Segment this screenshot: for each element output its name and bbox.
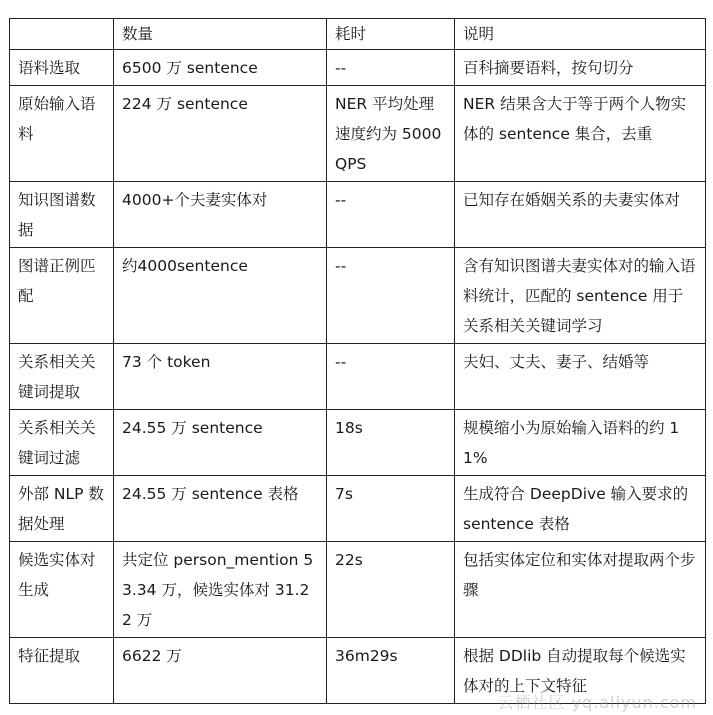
table-row	[10, 86, 706, 182]
row-time: 18s	[327, 410, 455, 476]
header-cell-description: 说明	[455, 19, 706, 50]
row-quantity: 共定位 person_mention 53.34 万，候选实体对 31.22 万	[114, 542, 327, 638]
row-description: 夫妇、丈夫、妻子、结婚等	[455, 344, 706, 410]
row-description: 百科摘要语料，按句切分	[455, 50, 706, 86]
watermark: 云栖社区 yq.aliyun.com	[497, 693, 697, 712]
row-time: 22s	[327, 542, 455, 638]
row-description: 生成符合 DeepDive 输入要求的 sentence 表格	[455, 476, 706, 542]
table-row	[10, 542, 706, 638]
row-stage: 语料选取	[10, 50, 114, 86]
table-row	[10, 476, 706, 542]
row-quantity: 73 个 token	[114, 344, 327, 410]
header-cell-time: 耗时	[327, 19, 455, 50]
row-time: --	[327, 248, 455, 344]
table-row	[10, 50, 706, 86]
table-header-row	[10, 19, 706, 50]
row-quantity: 4000+个夫妻实体对	[114, 182, 327, 248]
row-description: 规模缩小为原始输入语料的约 11%	[455, 410, 706, 476]
row-quantity: 24.55 万 sentence	[114, 410, 327, 476]
row-quantity: 224 万 sentence	[114, 86, 327, 182]
row-stage: 外部 NLP 数据处理	[10, 476, 114, 542]
row-description: 包括实体定位和实体对提取两个步骤	[455, 542, 706, 638]
row-description: 已知存在婚姻关系的夫妻实体对	[455, 182, 706, 248]
row-time: --	[327, 50, 455, 86]
row-stage: 原始输入语料	[10, 86, 114, 182]
header-cell-blank	[10, 19, 114, 50]
pipeline-stats-table	[9, 18, 706, 704]
row-stage: 关系相关关键词过滤	[10, 410, 114, 476]
row-description: NER 结果含大于等于两个人物实体的 sentence 集合，去重	[455, 86, 706, 182]
row-quantity: 约4000sentence	[114, 248, 327, 344]
row-time: NER 平均处理速度约为 5000QPS	[327, 86, 455, 182]
table-row	[10, 248, 706, 344]
table-row	[10, 182, 706, 248]
row-time: 7s	[327, 476, 455, 542]
row-quantity: 6622 万	[114, 638, 327, 704]
row-stage: 图谱正例匹配	[10, 248, 114, 344]
row-description: 含有知识图谱夫妻实体对的输入语料统计，匹配的 sentence 用于关系相关关键词学习	[455, 248, 706, 344]
row-description: 根据 DDlib 自动提取每个候选实体对的上下文特征	[455, 638, 706, 704]
row-quantity: 24.55 万 sentence 表格	[114, 476, 327, 542]
row-time: 36m29s	[327, 638, 455, 704]
row-time: --	[327, 344, 455, 410]
table-row	[10, 344, 706, 410]
row-stage: 候选实体对生成	[10, 542, 114, 638]
header-cell-quantity: 数量	[114, 19, 327, 50]
row-quantity: 6500 万 sentence	[114, 50, 327, 86]
row-stage: 知识图谱数据	[10, 182, 114, 248]
table-row	[10, 410, 706, 476]
row-time: --	[327, 182, 455, 248]
row-stage: 特征提取	[10, 638, 114, 704]
row-stage: 关系相关关键词提取	[10, 344, 114, 410]
data-table-container	[9, 18, 706, 704]
